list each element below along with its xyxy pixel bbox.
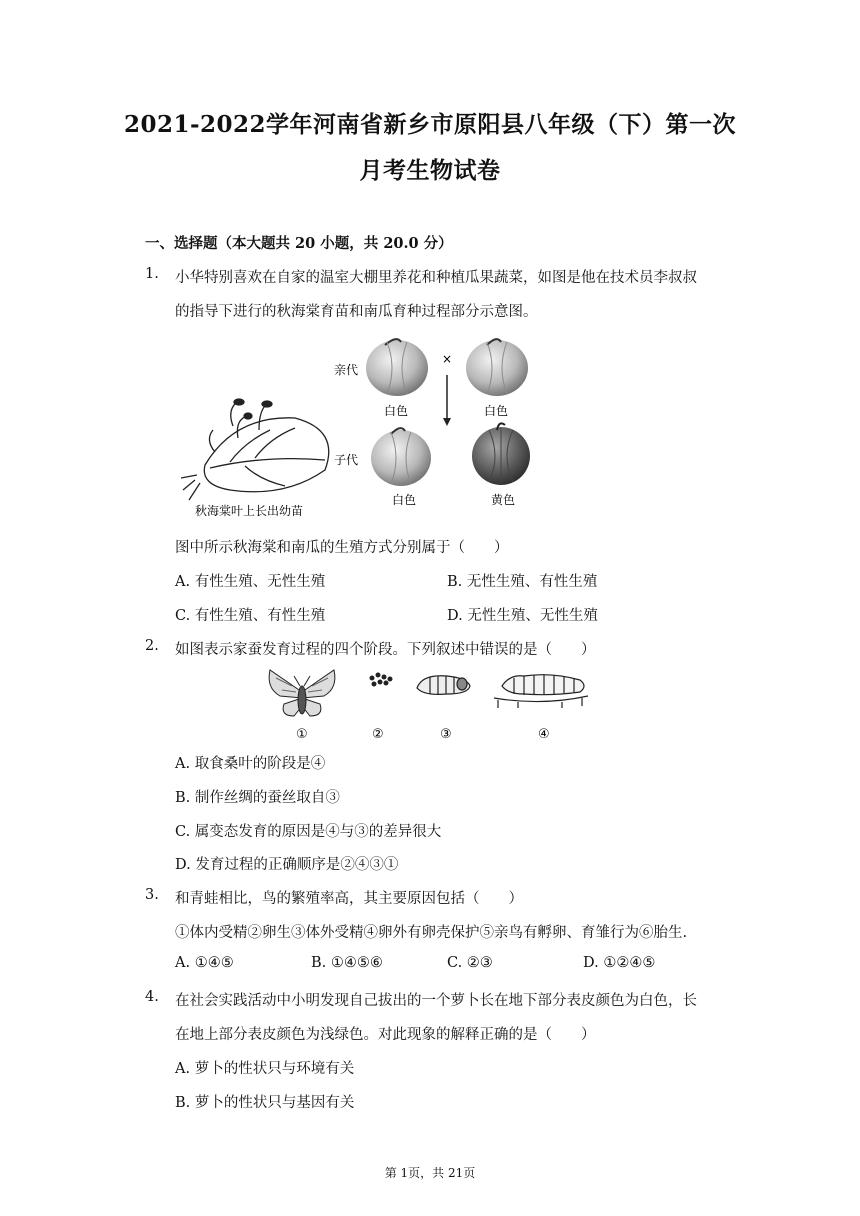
q1-text-line2: 的指导下进行的秋海棠育苗和南瓜育种过程部分示意图。 (175, 304, 538, 320)
q4-text-line2: 在地上部分表皮颜色为浅绿色。对此现象的解释正确的是（ ） (175, 1027, 596, 1043)
page-footer: 第 1页，共 21页 (384, 1166, 476, 1180)
q3-option-d[interactable]: D. ①②④⑤ (583, 955, 656, 971)
child-yellow-color: 黄色 (491, 493, 516, 507)
q3-option-c[interactable]: C. ②③ (447, 955, 493, 971)
larva-icon (494, 675, 588, 708)
child-label: 子代 (334, 453, 359, 467)
leaf-caption: 秋海棠叶上长出幼苗 (195, 504, 304, 518)
doc-title-line2: 月考生物试卷 (359, 157, 501, 184)
stage-2-label: ② (372, 727, 384, 742)
q1-text-line1: 小华特别喜欢在自家的温室大棚里养花和种植瓜果蔬菜，如图是他在技术员李叔叔 (175, 270, 697, 286)
q3-line2: ①体内受精②卵生③体外受精④卵外有卵壳保护⑤亲鸟有孵卵、育雏行为⑥胎生. (175, 925, 688, 941)
q1-option-d[interactable]: D. 无性生殖、无性生殖 (447, 608, 598, 624)
q2-stem: 如图表示家蚕发育过程的四个阶段。下列叙述中错误的是（ ） (175, 642, 596, 658)
q2-option-c[interactable]: C. 属变态发育的原因是④与③的差异很大 (175, 824, 442, 840)
q2-number: 2. (145, 638, 159, 654)
parent-2-color: 白色 (484, 404, 509, 418)
pumpkin-child-yellow (472, 423, 530, 485)
q4-text-line1: 在社会实践活动中小明发现自己拔出的一个萝卜长在地下部分表皮颜色为白色，长 (175, 993, 697, 1009)
q4-option-b[interactable]: B. 萝卜的性状只与基因有关 (175, 1095, 355, 1111)
section-heading: 一、选择题（本大题共 20 小题，共 20.0 分） (145, 235, 453, 252)
q2-option-a[interactable]: A. 取食桑叶的阶段是④ (175, 756, 326, 772)
q1-stem: 图中所示秋海棠和南瓜的生殖方式分别属于（ ） (175, 540, 509, 556)
stage-4-label: ④ (538, 727, 550, 742)
pumpkin-parent-2 (466, 339, 528, 396)
q1-option-c[interactable]: C. 有性生殖、有性生殖 (175, 608, 326, 624)
q1-number: 1. (145, 266, 159, 282)
parent-label: 亲代 (334, 363, 359, 377)
cross-symbol: × (442, 352, 453, 366)
begonia-leaf (181, 399, 329, 500)
q1-option-a[interactable]: A. 有性生殖、无性生殖 (175, 574, 326, 590)
eggs-icon (370, 673, 393, 687)
q3-stem: 和青蛙相比，鸟的繁殖率高，其主要原因包括（ ） (175, 891, 523, 907)
pumpkin-parent-1 (366, 339, 428, 396)
begonia-pumpkin-diagram (175, 330, 565, 525)
pumpkin-child-white (371, 428, 431, 486)
q2-option-b[interactable]: B. 制作丝绸的蚕丝取自③ (175, 790, 340, 806)
q3-option-b[interactable]: B. ①④⑤⑥ (311, 955, 383, 971)
parent-1-color: 白色 (384, 404, 409, 418)
q2-option-d[interactable]: D. 发育过程的正确顺序是②④③① (175, 857, 399, 873)
q1-option-b[interactable]: B. 无性生殖、有性生殖 (447, 574, 598, 590)
q4-number: 4. (145, 989, 159, 1005)
q1-figure (175, 330, 565, 525)
child-white-color: 白色 (392, 493, 417, 507)
q4-option-a[interactable]: A. 萝卜的性状只与环境有关 (175, 1061, 355, 1077)
q2-figure (262, 662, 597, 744)
silkworm-stages-diagram (262, 662, 597, 744)
moth-icon (269, 670, 335, 716)
stage-3-label: ③ (440, 727, 452, 742)
stage-1-label: ① (296, 727, 308, 742)
down-arrow-icon (443, 375, 451, 426)
q3-number: 3. (145, 887, 159, 903)
q3-option-a[interactable]: A. ①④⑤ (175, 955, 234, 971)
pupa-icon (417, 676, 470, 695)
doc-title-line1: 2021-2022学年河南省新乡市原阳县八年级（下）第一次 (123, 111, 737, 138)
